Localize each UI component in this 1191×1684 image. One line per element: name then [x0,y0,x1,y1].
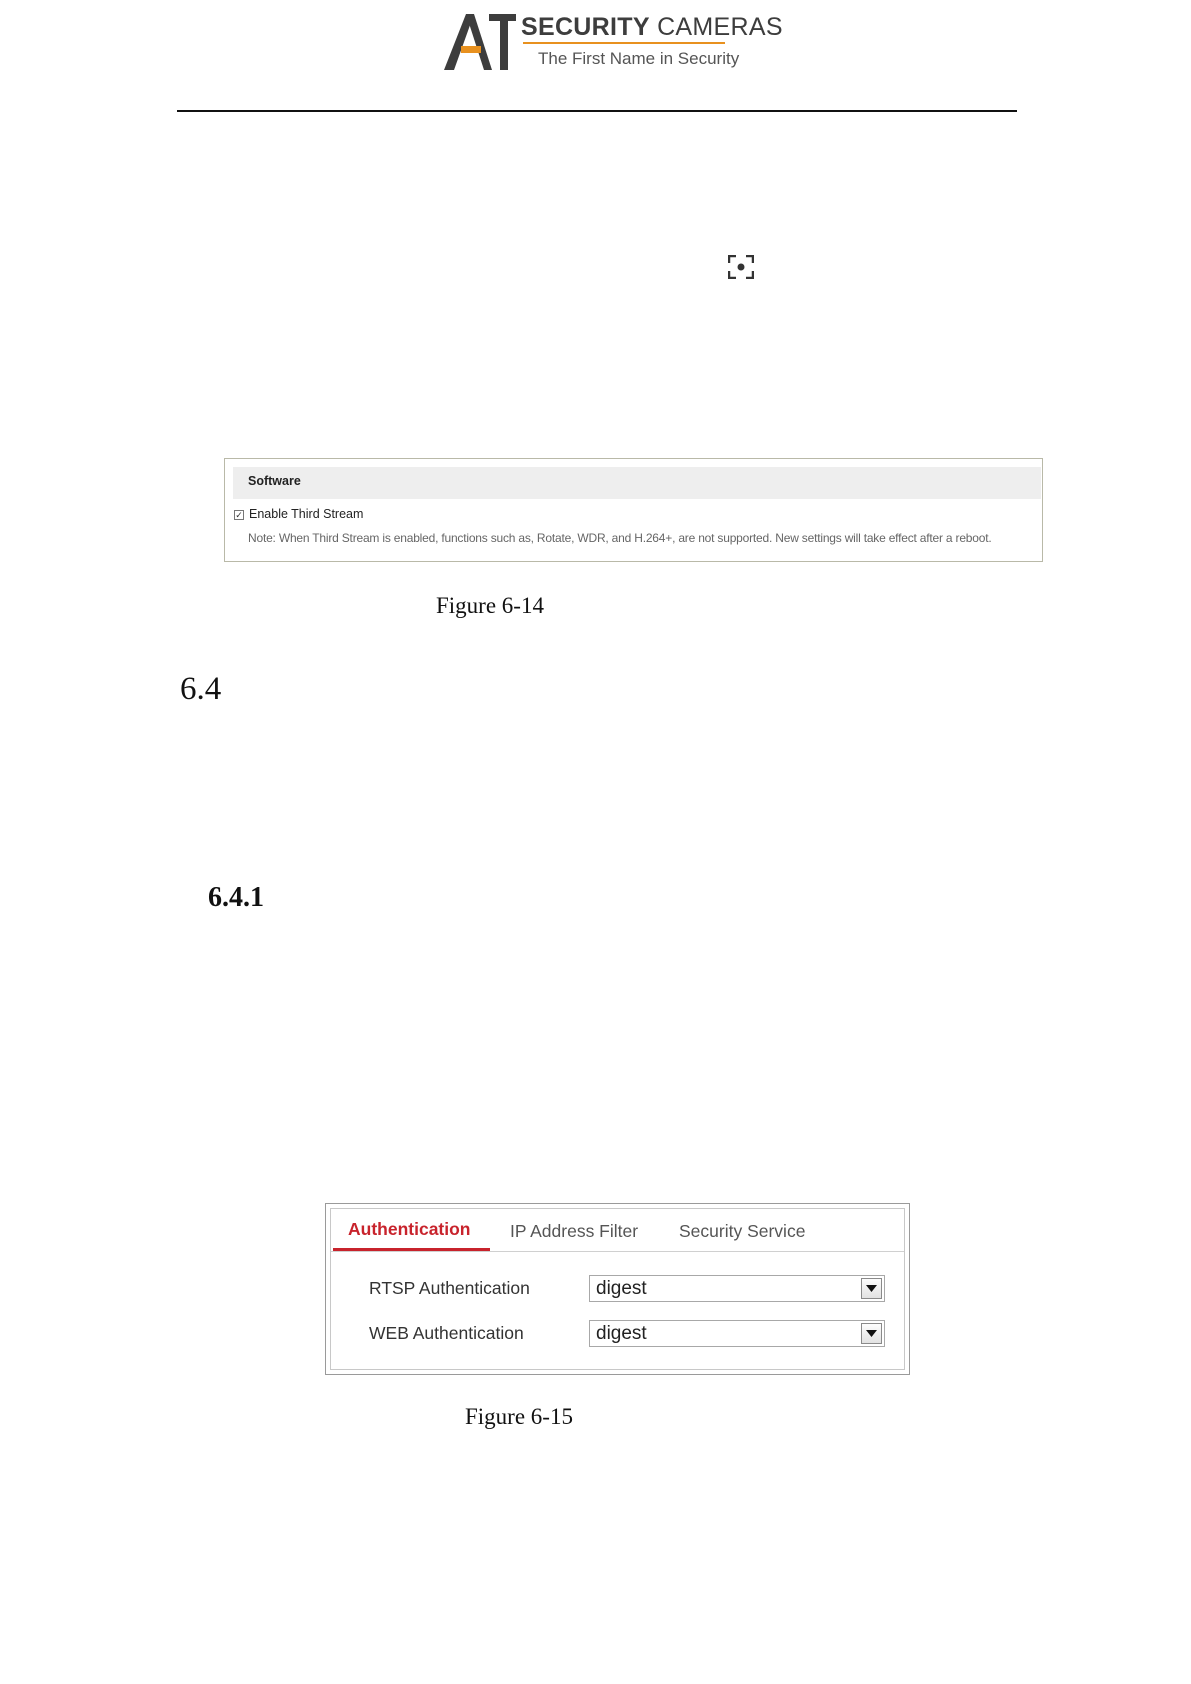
logo-title-light: CAMERAS [657,13,783,41]
dropdown-arrow-icon[interactable] [861,1278,882,1299]
rtsp-authentication-select[interactable] [589,1275,885,1302]
logo-underline [523,42,725,44]
figure-caption-6-15: Figure 6-15 [465,1404,573,1429]
third-stream-note: Note: When Third Stream is enabled, functions such as, Rotate, WDR, and H.264+, are not supported. New settings will take effect after a reboot. [248,531,992,545]
section-heading-6-4: 6.4 [180,671,222,707]
logo-title [521,12,783,42]
focus-icon [728,255,754,279]
web-authentication-select[interactable] [589,1320,885,1347]
tab-authentication[interactable]: Authentication [348,1219,471,1239]
software-panel-header [233,467,1041,499]
enable-third-stream-checkbox[interactable]: ✓ [235,510,243,520]
rtsp-authentication-value: digest [596,1278,647,1299]
tab-ip-address-filter[interactable]: IP Address Filter [510,1221,639,1241]
active-tab-indicator [333,1248,490,1251]
figure-caption-6-14: Figure 6-14 [436,593,544,618]
a1-logo-mark [444,12,518,72]
software-settings-panel [224,458,1043,562]
web-authentication-label: WEB Authentication [369,1323,524,1343]
software-panel-title: Software [248,474,301,488]
logo-title-bold: SECURITY [521,13,650,41]
logo-tagline: The First Name in Security [538,49,740,68]
enable-third-stream-label: Enable Third Stream [249,507,364,521]
web-authentication-value: digest [596,1323,647,1344]
authentication-panel-inner [330,1208,905,1370]
tab-security-service[interactable]: Security Service [679,1221,806,1241]
dropdown-arrow-icon[interactable] [861,1323,882,1344]
section-heading-6-4-1: 6.4.1 [208,882,264,913]
authentication-panel [325,1203,910,1375]
header-divider [177,110,1017,112]
tab-bar [331,1209,904,1252]
rtsp-authentication-label: RTSP Authentication [369,1278,530,1298]
